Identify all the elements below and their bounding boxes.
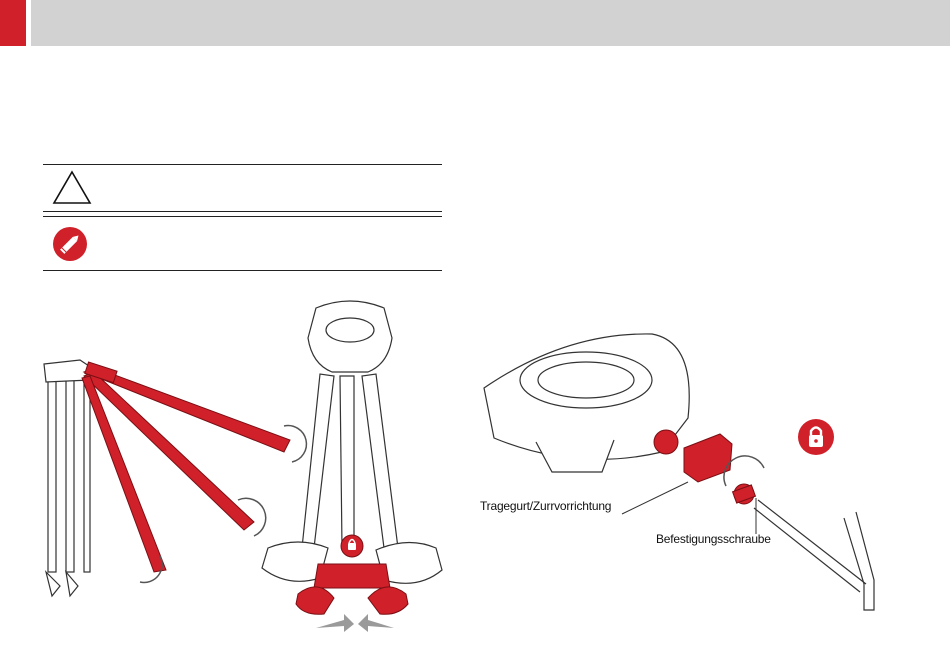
pencil-note-icon	[51, 225, 89, 263]
strap-mount-illustration	[476, 322, 896, 622]
notice-divider-rule-2	[43, 216, 442, 217]
padlock-icon	[797, 418, 835, 456]
callout-line-strap	[620, 478, 690, 518]
tripod-spreader-illustration	[258, 298, 443, 638]
header-separator	[26, 0, 31, 46]
notice-bottom-rule	[43, 270, 442, 271]
callout-line-screw	[748, 496, 762, 536]
callout-label-strap: Tragegurt/Zurrvorrichtung	[480, 499, 612, 513]
notice-top-rule	[43, 164, 442, 165]
warning-triangle-icon	[52, 170, 92, 206]
header-accent-block	[0, 0, 26, 46]
header-bar	[0, 0, 950, 46]
callout-label-screw: Befestigungsschraube	[656, 532, 771, 546]
notice-divider-rule	[43, 211, 442, 212]
